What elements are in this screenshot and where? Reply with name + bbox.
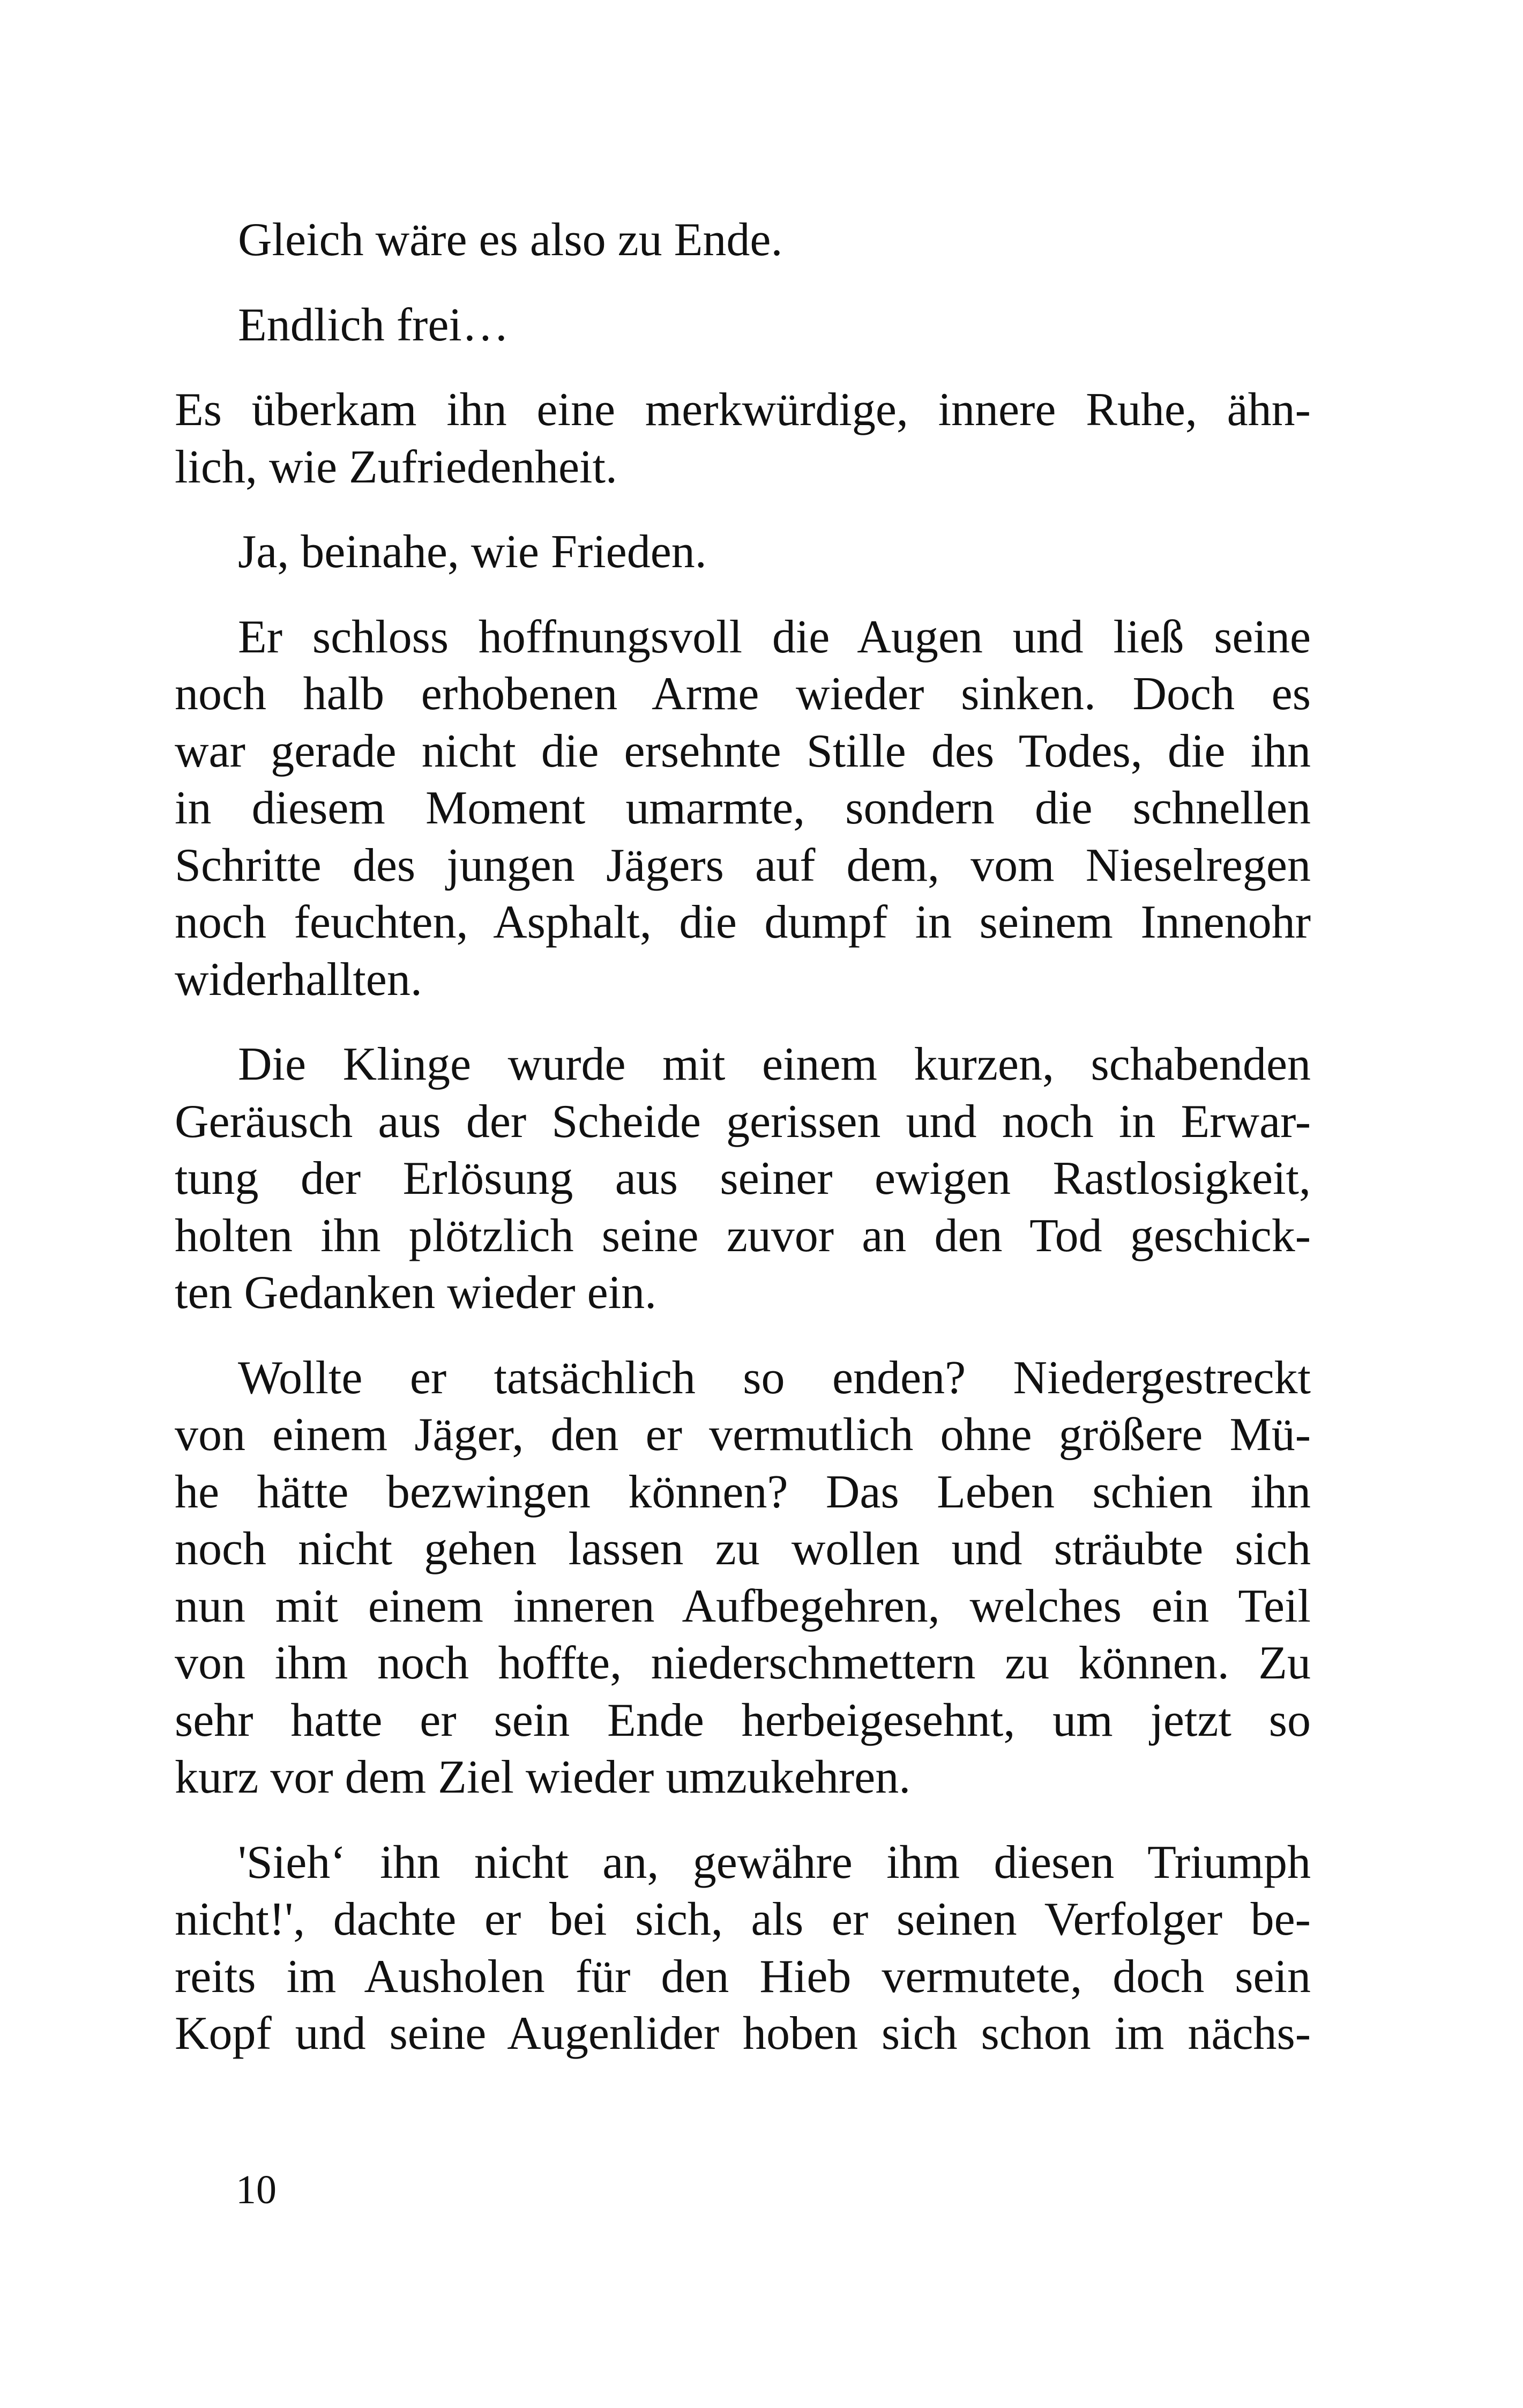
text-line: nun mit einem inneren Aufbegehren, welches ein Teil: [175, 1580, 1311, 1632]
text-line: lich, wie Zufriedenheit.: [175, 441, 617, 493]
text-line: Ja, beinahe, wie Frieden.: [238, 526, 707, 578]
paragraph-4: [175, 524, 1311, 581]
text-line: ten Gedanken wieder ein.: [175, 1267, 657, 1319]
paragraph-3: [175, 382, 1311, 496]
text-line: in diesem Moment umarmte, sondern die schnellen: [175, 782, 1311, 834]
page-number: 10: [236, 2167, 277, 2212]
paragraph-6: [175, 1036, 1311, 1322]
text-line: Gleich wäre es also zu Ende.: [238, 214, 783, 266]
text-line: nicht!', dachte er bei sich, als er seinen Verfolger be-: [175, 1893, 1311, 1945]
text-line: kurz vor dem Ziel wieder umzukehren.: [175, 1751, 911, 1803]
text-line: Geräusch aus der Scheide gerissen und noch in Erwar-: [175, 1095, 1311, 1148]
text-line: noch feuchten, Asphalt, die dumpf in seinem Innenohr: [175, 896, 1311, 948]
text-line: noch nicht gehen lassen zu wollen und sträubte sich: [175, 1523, 1311, 1575]
text-line: Er schloss hoffnungsvoll die Augen und ließ seine: [238, 611, 1311, 663]
paragraph-7: [175, 1350, 1311, 1807]
paragraph-5: [175, 609, 1311, 1009]
text-line: widerhallten.: [175, 953, 422, 1006]
text-line: tung der Erlösung aus seiner ewigen Rastlosigkeit,: [175, 1153, 1311, 1205]
text-line: noch halb erhobenen Arme wieder sinken. Doch es: [175, 668, 1311, 720]
text-line: von ihm noch hoffte, niederschmettern zu können. Zu: [175, 1637, 1311, 1689]
text-line: Schritte des jungen Jägers auf dem, vom Nieselregen: [175, 839, 1311, 891]
text-line: holten ihn plötzlich seine zuvor an den Tod geschick-: [175, 1209, 1311, 1262]
text-line: Die Klinge wurde mit einem kurzen, schabenden: [238, 1038, 1311, 1090]
text-line: Endlich frei…: [238, 299, 509, 351]
text-line: 'Sieh‘ ihn nicht an, gewähre ihm diesen Triumph: [238, 1836, 1311, 1889]
text-line: Es überkam ihn eine merkwürdige, innere Ruhe, ähn-: [175, 384, 1311, 436]
paragraph-2: [175, 297, 1311, 354]
text-line: he hätte bezwingen können? Das Leben schien ihn: [175, 1466, 1311, 1518]
text-line: sehr hatte er sein Ende herbeigesehnt, um jetzt so: [175, 1694, 1311, 1746]
text-line: war gerade nicht die ersehnte Stille des Todes, die ihn: [175, 725, 1311, 777]
paragraph-1: [175, 212, 1311, 269]
text-line: reits im Ausholen für den Hieb vermutete, doch sein: [175, 1950, 1311, 2003]
body-text: [175, 212, 1311, 2091]
paragraph-8: [175, 1834, 1311, 2063]
text-line: Wollte er tatsächlich so enden? Niedergestreckt: [238, 1351, 1311, 1404]
text-line: von einem Jäger, den er vermutlich ohne größere Mü-: [175, 1409, 1311, 1461]
text-line: Kopf und seine Augenlider hoben sich schon im nächs-: [175, 2008, 1311, 2060]
